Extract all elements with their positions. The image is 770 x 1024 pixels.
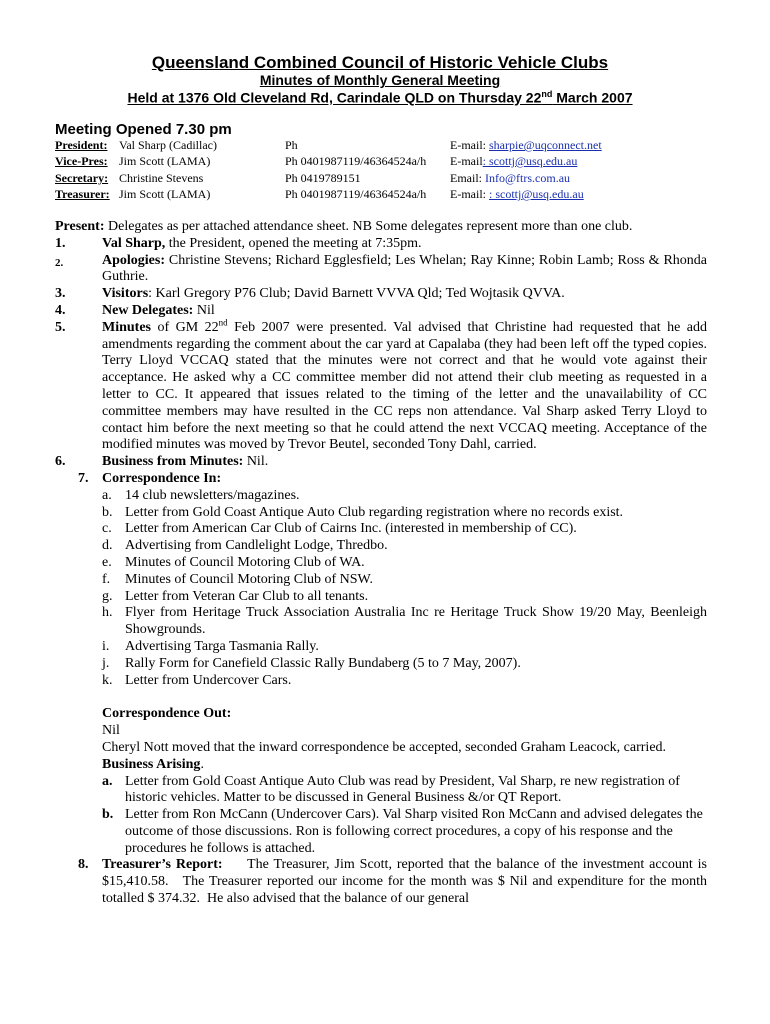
list-text: 14 club newsletters/magazines. [125, 487, 300, 503]
officer-row [55, 138, 755, 154]
list-text: Advertising Targa Tasmania Rally. [125, 638, 319, 654]
officer-email [450, 138, 602, 153]
item-row [55, 454, 707, 471]
present-label: Present: [55, 219, 105, 234]
list-letter: c. [102, 521, 112, 537]
list-item [55, 807, 707, 857]
item-number: 1. [55, 235, 66, 251]
item-number: 2. [55, 256, 64, 269]
list-text: Letter from American Car Club of Cairns Inc. (interested in membership of CC). [125, 521, 577, 537]
list-text: Letter from Gold Coast Antique Auto Club regarding registration where no records exist. [125, 504, 624, 520]
correspondence-out-text: Nil [102, 723, 120, 739]
email-link[interactable]: : scottj@usq.edu.au [489, 187, 584, 201]
item-number: 7. [78, 470, 89, 486]
email-link[interactable]: sharpie@uqconnect.net [489, 138, 602, 152]
item-body-cont: Feb 2007 were presented. Val advised that Christine had requested that he add amendments regarding the comment about the car yard at Capalaba (they had been left off the typed copies. Terry Lloyd VCCAQ stated that the minutes were not correct and that he would vote against their acceptance. He asked why a CC committee member did not attend their club meeting as requested in a letter to CC. It appeared that issues related to the timing of the letter and the unavailability of CC committee members may have resulted in the CC reps non attendance. Val Sharp asked Terry Lloyd to contact him before the next meeting so that he could attend the next VCCAQ meeting. Acceptance of the modified minutes was moved by Trevor Beutel, seconded Tony Dahl, carried. [102, 319, 707, 453]
item-body: of GM 22 [151, 319, 219, 335]
officer-row [55, 171, 755, 187]
list-item [55, 673, 707, 690]
present-line [55, 219, 707, 236]
venue-sup: nd [541, 89, 553, 99]
officer-role: Secretary: [55, 171, 109, 185]
list-text: Flyer from Heritage Truck Association Australia Inc re Heritage Truck Show 19/20 May, Beenleigh Showgrounds. [125, 605, 707, 638]
item-title: Treasurer’s Report: [102, 857, 223, 873]
item-number: 3. [55, 286, 66, 302]
item-text [102, 253, 707, 287]
item-number: 5. [55, 319, 66, 335]
list-text: Minutes of Council Motoring Club of NSW. [125, 571, 373, 587]
item-row [55, 236, 707, 253]
officer-name: Jim Scott (LAMA) [119, 187, 211, 201]
officer-phone: Ph 0401987119/46364524a/h [285, 154, 427, 168]
meeting-venue-line [0, 89, 760, 106]
officer-phone: Ph 0401987119/46364524a/h [285, 187, 427, 201]
business-arising-title: Business Arising [102, 756, 201, 772]
email-label: Email: [450, 171, 482, 185]
venue-text: Held at 1376 Old Cleveland Rd, Carindale QLD on Thursday 22 [127, 89, 542, 106]
item-body: Nil. [243, 454, 269, 470]
minutes-body [55, 219, 711, 908]
officer-name: Val Sharp (Cadillac) [119, 138, 217, 152]
item-title: Visitors [102, 286, 149, 302]
item-body: : Karl Gregory P76 Club; David Barnett VVVA Qld; Ted Wojtasik QVVA. [148, 286, 565, 302]
list-letter: j. [102, 655, 110, 671]
list-text: Letter from Ron McCann (Undercover Cars). Val Sharp visited Ron McCann and advised delegates the outcome of those discussions. Ron is following correct procedures, a copy of his response and the procedures he follows is attached. [125, 807, 703, 856]
list-item [55, 605, 707, 639]
correspondence-title: Correspondence In: [102, 470, 222, 486]
email-link[interactable]: Info@ftrs.com.au [485, 171, 571, 185]
list-text: Advertising from Candlelight Lodge, Thredbo. [125, 538, 388, 554]
item-text [102, 857, 711, 907]
item-number: 4. [55, 302, 66, 318]
list-text: Letter from Veteran Car Club to all tenants. [125, 588, 369, 604]
item-title: Business from Minutes: [102, 454, 244, 470]
list-letter: k. [102, 672, 113, 688]
list-letter: g. [102, 588, 113, 604]
list-item [55, 505, 707, 522]
list-letter: b. [102, 807, 114, 823]
item-text [102, 317, 707, 454]
list-item [55, 774, 707, 808]
officer-email [450, 171, 570, 186]
item-row [55, 857, 711, 907]
list-text: Letter from Undercover Cars. [125, 672, 292, 688]
list-text: Letter from Gold Coast Antique Auto Club was read by President, Val Sharp, re new registration of historic vehicles. Matter to be discussed in General Business &/or QT Report. [125, 773, 680, 806]
spacer [55, 689, 707, 706]
item-title: New Delegates: [102, 302, 194, 318]
item-title: Minutes [102, 319, 151, 335]
officer-row [55, 187, 755, 203]
email-label: E-mail: [450, 187, 486, 201]
item-text [102, 236, 707, 253]
officer-phone: Ph [285, 138, 298, 152]
item-text [102, 286, 707, 303]
item-text [102, 454, 707, 471]
item-row [55, 286, 707, 303]
list-text: Rally Form for Canefield Classic Rally Bundaberg (5 to 7 May, 2007). [125, 655, 521, 671]
item-text [102, 303, 707, 320]
business-arising-dot: . [200, 756, 204, 772]
item-title: Val Sharp, [102, 235, 166, 251]
email-label: E-mail [450, 154, 483, 168]
org-title: Queensland Combined Council of Historic Vehicle Clubs [151, 53, 609, 72]
item-title [102, 471, 707, 488]
list-item [55, 589, 707, 606]
email-label: E-mail: [450, 138, 486, 152]
item-body: Nil [193, 302, 215, 318]
officer-name: Christine Stevens [119, 171, 204, 185]
list-letter: a. [102, 487, 112, 503]
list-text: Minutes of Council Motoring Club of WA. [125, 554, 365, 570]
present-text: Delegates as per attached attendance sheet. NB Some delegates represent more than one club. [104, 219, 633, 234]
business-arising-heading [55, 757, 707, 774]
item-sup: nd [218, 317, 228, 328]
item-row [55, 317, 707, 454]
officer-role: President: [55, 138, 108, 152]
officer-phone: Ph 0419789151 [285, 171, 361, 185]
officer-name: Jim Scott (LAMA) [119, 154, 211, 168]
item-body: The Treasurer, Jim Scott, reported that the balance of the investment account is $15,410.58. The Treasurer reported our income for the month was $ Nil and expenditure for the month totalled $ 374.32. He also advised that the balance of our general [102, 857, 711, 907]
list-item [55, 572, 707, 589]
list-item [55, 656, 707, 673]
list-item [55, 488, 707, 505]
correspondence-out-title: Correspondence Out: [102, 706, 232, 722]
item-number: 8. [78, 857, 89, 873]
item-body: the President, opened the meeting at 7:35pm. [165, 235, 422, 251]
list-item [55, 521, 707, 538]
list-item [55, 639, 707, 656]
meeting-opened: Meeting Opened 7.30 pm [55, 121, 232, 138]
list-letter: f. [102, 571, 111, 587]
item-body: Christine Stevens; Richard Egglesfield; Les Whelan; Ray Kinne; Robin Lamb; Ross & Rhonda Guthrie. [102, 252, 707, 285]
item-row [55, 303, 707, 320]
email-link[interactable]: : scottj@usq.edu.au [482, 154, 578, 168]
officer-role: Treasurer: [55, 187, 110, 201]
list-letter: h. [102, 605, 113, 621]
officer-role: Vice-Pres: [55, 154, 108, 168]
officer-email [450, 187, 584, 202]
list-letter: a. [102, 773, 113, 789]
correspondence-out-heading [55, 706, 707, 723]
correspondence-motion: Cheryl Nott moved that the inward correspondence be accepted, seconded Graham Leacock, carried. [102, 739, 667, 755]
officer-email [450, 154, 577, 169]
correspondence-heading [55, 471, 707, 488]
venue-text-end: March 2007 [552, 89, 633, 106]
list-item [55, 555, 707, 572]
list-letter: d. [102, 538, 113, 554]
list-letter: b. [102, 504, 113, 520]
list-letter: i. [102, 638, 110, 654]
officer-row [55, 154, 755, 170]
list-item [55, 538, 707, 555]
item-number: 6. [55, 454, 66, 470]
meeting-subtitle: Minutes of Monthly General Meeting [259, 72, 501, 88]
list-letter: e. [102, 554, 112, 570]
item-row [55, 253, 707, 287]
item-title: Apologies: [102, 252, 165, 268]
